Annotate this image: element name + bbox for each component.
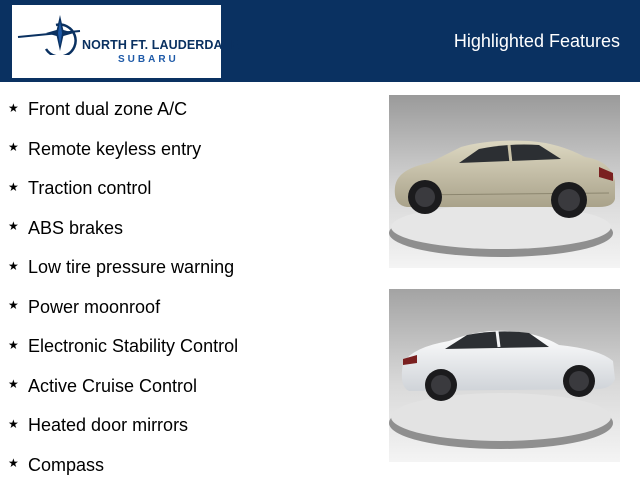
- star-icon: ★: [8, 259, 28, 273]
- feature-label: Electronic Stability Control: [28, 336, 238, 357]
- page-title: Highlighted Features: [454, 31, 620, 52]
- feature-item: [8, 248, 238, 288]
- compass-star-icon: [16, 11, 82, 55]
- feature-label: Traction control: [28, 178, 151, 199]
- feature-label: Active Cruise Control: [28, 376, 197, 397]
- star-icon: ★: [8, 298, 28, 312]
- dealer-logo[interactable]: [12, 5, 221, 78]
- star-icon: ★: [8, 338, 28, 352]
- star-icon: ★: [8, 180, 28, 194]
- star-icon: ★: [8, 456, 28, 470]
- vehicle-photo-2[interactable]: [389, 289, 620, 462]
- feature-label: Power moonroof: [28, 297, 160, 318]
- feature-item: [8, 327, 238, 367]
- vehicle-photo-1[interactable]: [389, 95, 620, 268]
- feature-item: [8, 130, 238, 170]
- star-icon: ★: [8, 417, 28, 431]
- star-icon: ★: [8, 101, 28, 115]
- header-bar: [0, 0, 640, 82]
- logo-brand-name: SUBARU: [118, 54, 179, 65]
- feature-item: [8, 90, 238, 130]
- feature-list: [8, 90, 238, 485]
- feature-item: [8, 367, 238, 407]
- feature-item: [8, 288, 238, 328]
- feature-label: ABS brakes: [28, 218, 123, 239]
- feature-label: Heated door mirrors: [28, 415, 188, 436]
- star-icon: ★: [8, 140, 28, 154]
- feature-label: Compass: [28, 455, 104, 476]
- feature-label: Front dual zone A/C: [28, 99, 187, 120]
- feature-item: [8, 446, 238, 485]
- feature-label: Low tire pressure warning: [28, 257, 234, 278]
- feature-item: [8, 406, 238, 446]
- feature-item: [8, 169, 238, 209]
- feature-item: [8, 209, 238, 249]
- feature-label: Remote keyless entry: [28, 139, 201, 160]
- logo-dealer-name: NORTH FT. LAUDERDALE: [82, 38, 239, 52]
- star-icon: ★: [8, 377, 28, 391]
- star-icon: ★: [8, 219, 28, 233]
